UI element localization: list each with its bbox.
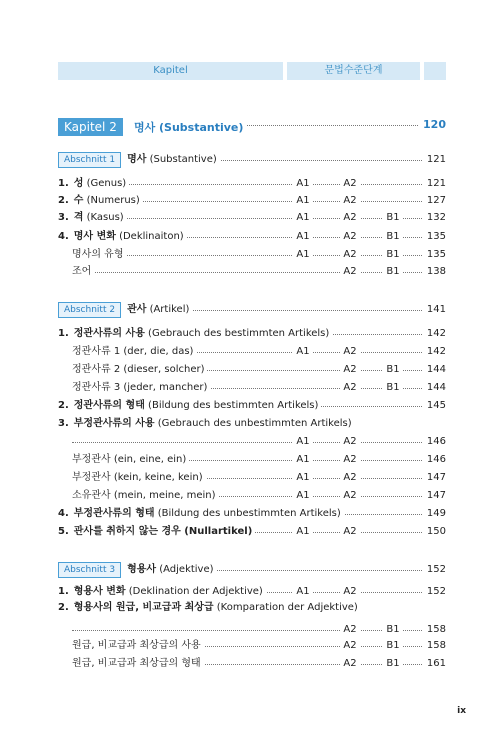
page-ref: 146 — [422, 452, 446, 468]
page-ref: 121 — [422, 176, 446, 192]
entry-subtitle: (Bildung des unbestimmten Artikels) — [154, 508, 341, 519]
dot-leader — [72, 442, 446, 443]
page-ref: 152 — [422, 562, 446, 578]
level-a2: A2 — [340, 362, 360, 378]
level-a1: A1 — [293, 452, 313, 468]
toc-entry-row[interactable] — [58, 488, 446, 504]
toc-entry-row[interactable] — [58, 362, 446, 378]
entry-number: 3. — [58, 212, 69, 223]
chapter-heading[interactable] — [58, 116, 446, 134]
level-a2: A2 — [340, 380, 360, 396]
level-a1: A1 — [293, 247, 313, 263]
toc-entry-row[interactable] — [58, 638, 446, 654]
entry-title: 조어 — [72, 266, 92, 277]
level-b1: B1 — [383, 210, 403, 226]
level-a2: A2 — [340, 488, 360, 504]
entry-subtitle: (Genus) — [83, 178, 127, 189]
level-a1: A1 — [293, 524, 313, 540]
toc-entry-row[interactable] — [58, 656, 446, 672]
level-a1: A1 — [293, 193, 313, 209]
entry-subtitle: (Gebrauch des bestimmten Artikels) — [144, 328, 330, 339]
toc-entry-row[interactable] — [58, 524, 446, 540]
entry-title: 명사 변화 — [73, 231, 116, 242]
toc-entry-row[interactable] — [58, 470, 446, 486]
entry-title: 정관사류 1 (der, die, das) — [72, 346, 194, 357]
entry-title: 명사의 유형 — [72, 249, 124, 260]
entry-title: 관사를 취하지 않는 경우 — [73, 526, 181, 537]
level-a2: A2 — [340, 344, 360, 360]
page-ref: 144 — [422, 380, 446, 396]
entry-number: 5. — [58, 526, 69, 537]
page-ref: 142 — [422, 344, 446, 360]
entry-number: 2. — [58, 400, 69, 411]
entry-title: 격 — [73, 212, 84, 223]
entry-number: 4. — [58, 508, 69, 519]
toc-section-row[interactable] — [58, 152, 446, 168]
toc-entry-row[interactable] — [58, 344, 446, 360]
level-a2: A2 — [340, 210, 360, 226]
entry-title: 소유관사 (mein, meine, mein) — [72, 490, 216, 501]
level-a1: A1 — [293, 470, 313, 486]
chapter-label: Kapitel 2 — [58, 118, 123, 136]
page-ref: 150 — [422, 524, 446, 540]
page-ref: 142 — [422, 326, 446, 342]
level-a2: A2 — [340, 452, 360, 468]
level-b1: B1 — [383, 229, 403, 245]
toc-entry-row[interactable] — [58, 380, 446, 396]
entry-title: 정관사류의 사용 — [73, 328, 145, 339]
entry-title: 원급, 비교급과 최상급의 사용 — [72, 640, 201, 651]
entry-number: 2. — [58, 195, 69, 206]
page-ref: 121 — [422, 152, 446, 168]
chapter-page: 120 — [419, 116, 446, 134]
level-a2: A2 — [340, 470, 360, 486]
entry-title: 형용사 변화 — [73, 586, 126, 597]
header-blank — [424, 62, 446, 80]
section-label: Abschnitt 2 — [58, 302, 121, 318]
level-a1: A1 — [293, 344, 313, 360]
entry-title: 부정관사 (kein, keine, kein) — [72, 472, 203, 483]
entry-title: 수 — [73, 195, 84, 206]
entry-subtitle: (Deklination der Adjektive) — [125, 586, 263, 597]
section-subtitle: (Substantive) — [146, 154, 217, 165]
level-a2: A2 — [340, 247, 360, 263]
section-subtitle: (Artikel) — [146, 304, 190, 315]
level-b1: B1 — [383, 264, 403, 280]
header-kapitel: Kapitel — [58, 62, 283, 80]
section-label: Abschnitt 1 — [58, 152, 121, 168]
entry-number: 1. — [58, 328, 69, 339]
section-title: 명사 — [127, 154, 147, 165]
level-a1: A1 — [293, 176, 313, 192]
entry-subtitle: (Kasus) — [83, 212, 124, 223]
section-label: Abschnitt 3 — [58, 562, 121, 578]
level-a2: A2 — [340, 176, 360, 192]
level-a2: A2 — [340, 264, 360, 280]
entry-number: 2. — [58, 602, 69, 613]
level-a1: A1 — [293, 229, 313, 245]
header-level: 문법수준단계 — [287, 62, 420, 80]
section-subtitle: (Adjektive) — [156, 564, 214, 575]
entry-subtitle: (Nullartikel) — [180, 526, 253, 537]
entry-title: 부정관사 (ein, eine, ein) — [72, 454, 187, 465]
level-a2: A2 — [340, 524, 360, 540]
entry-subtitle: (Deklinaiton) — [115, 231, 184, 242]
level-a2: A2 — [340, 638, 360, 654]
toc-section-row[interactable] — [58, 562, 446, 578]
page-ref: 144 — [422, 362, 446, 378]
toc-entry-row[interactable] — [58, 600, 446, 616]
level-a1: A1 — [293, 210, 313, 226]
page-ref: 161 — [422, 656, 446, 672]
section-title: 관사 — [127, 304, 147, 315]
toc-entry-row[interactable] — [58, 398, 446, 414]
page-ref: 135 — [422, 229, 446, 245]
level-a2: A2 — [340, 622, 360, 638]
toc-entry-row[interactable] — [58, 622, 446, 638]
level-a2: A2 — [340, 193, 360, 209]
page-ref: 145 — [422, 398, 446, 414]
entry-title: 형용사의 원급, 비교급과 최상급 — [73, 602, 214, 613]
entry-title: 원급, 비교급과 최상급의 형태 — [72, 658, 201, 669]
level-a1: A1 — [293, 584, 313, 600]
toc-entry-row[interactable] — [58, 176, 446, 192]
page-ref: 138 — [422, 264, 446, 280]
toc-entry-row[interactable] — [58, 452, 446, 468]
entry-title: 정관사류 3 (jeder, mancher) — [72, 382, 208, 393]
section-title: 형용사 — [127, 564, 157, 575]
entry-subtitle: (Numerus) — [83, 195, 140, 206]
level-b1: B1 — [383, 380, 403, 396]
page-ref: 158 — [422, 622, 446, 638]
page-ref: 147 — [422, 470, 446, 486]
page-ref: 127 — [422, 193, 446, 209]
level-b1: B1 — [383, 622, 403, 638]
level-b1: B1 — [383, 638, 403, 654]
page-ref: 147 — [422, 488, 446, 504]
page-ref: 152 — [422, 584, 446, 600]
entry-subtitle: (Bildung des bestimmten Artikels) — [144, 400, 319, 411]
entry-title: 정관사류의 형태 — [73, 400, 145, 411]
page-ref: 146 — [422, 434, 446, 450]
toc-entry-row[interactable] — [58, 416, 446, 432]
entry-subtitle: (Gebrauch des unbestimmten Artikels) — [154, 418, 352, 429]
toc-entry-row[interactable] — [58, 584, 446, 600]
level-a2: A2 — [340, 656, 360, 672]
entry-number: 3. — [58, 418, 69, 429]
entry-number: 4. — [58, 231, 69, 242]
toc-entry-row[interactable] — [58, 229, 446, 245]
toc-entry-row[interactable] — [58, 326, 446, 342]
page-number: ix — [457, 706, 466, 716]
level-b1: B1 — [383, 656, 403, 672]
entry-subtitle: (Komparation der Adjektive) — [213, 602, 358, 613]
entry-title: 부정관사류의 형태 — [73, 508, 155, 519]
toc-entry-row[interactable] — [58, 193, 446, 209]
level-a2: A2 — [340, 434, 360, 450]
level-b1: B1 — [383, 362, 403, 378]
toc-entry-row[interactable] — [58, 434, 446, 450]
chapter-title: 명사 (Substantive) — [133, 121, 244, 134]
level-b1: B1 — [383, 247, 403, 263]
toc-entry-row[interactable] — [58, 210, 446, 226]
page-ref: 158 — [422, 638, 446, 654]
toc-entry-row[interactable] — [58, 247, 446, 263]
level-a1: A1 — [293, 434, 313, 450]
page-ref: 132 — [422, 210, 446, 226]
entry-number: 1. — [58, 178, 69, 189]
entry-title: 성 — [73, 178, 84, 189]
toc-section-row[interactable] — [58, 302, 446, 318]
level-a2: A2 — [340, 229, 360, 245]
entry-number: 1. — [58, 586, 69, 597]
page-ref: 141 — [422, 302, 446, 318]
level-a2: A2 — [340, 584, 360, 600]
level-a1: A1 — [293, 488, 313, 504]
page-ref: 135 — [422, 247, 446, 263]
entry-title: 부정관사류의 사용 — [73, 418, 155, 429]
toc-entry-row[interactable] — [58, 264, 446, 280]
entry-title: 정관사류 2 (dieser, solcher) — [72, 364, 205, 375]
toc-entry-row[interactable] — [58, 506, 446, 522]
page-ref: 149 — [422, 506, 446, 522]
